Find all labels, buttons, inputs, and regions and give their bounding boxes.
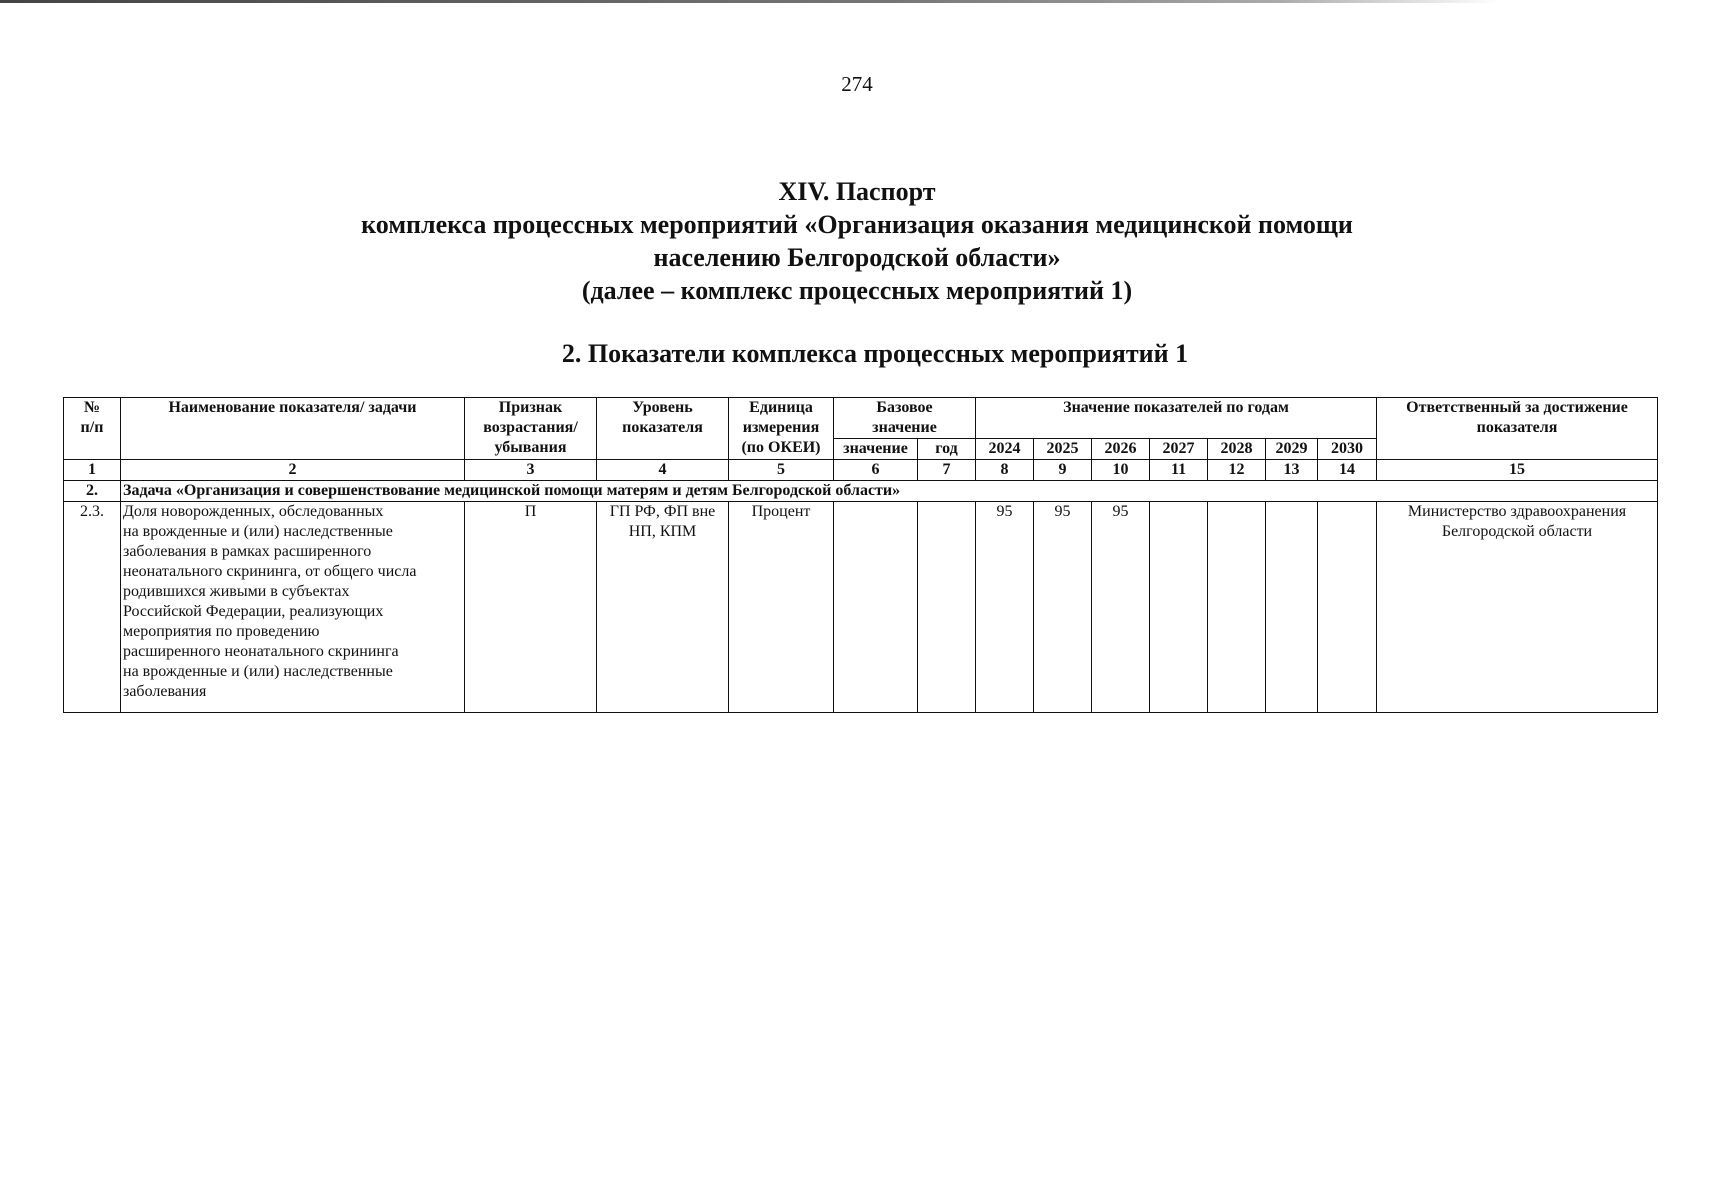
task-text: Задача «Организация и совершенствование медицинской помощи матерям и детям Белгородской области» [121, 481, 1658, 502]
column-number: 13 [1266, 460, 1318, 481]
scan-edge-line [0, 0, 1500, 3]
column-number: 4 [597, 460, 729, 481]
column-number: 5 [729, 460, 834, 481]
indicator-level: ГП РФ, ФП вне НП, КПМ [597, 502, 729, 713]
value-2028 [1208, 502, 1266, 713]
responsible-body: Министерство здравоохранения Белгородской области [1377, 502, 1658, 713]
column-number: 12 [1208, 460, 1266, 481]
header-year-2027: 2027 [1150, 439, 1208, 460]
column-number: 8 [976, 460, 1034, 481]
column-number: 6 [834, 460, 918, 481]
column-number: 11 [1150, 460, 1208, 481]
task-row [64, 481, 1658, 502]
header-name: Наименование показателя/ задачи [121, 398, 465, 460]
column-number-row [64, 460, 1658, 481]
header-year-2029: 2029 [1266, 439, 1318, 460]
header-number: № п/п [64, 398, 121, 460]
indicators-table [63, 397, 1658, 713]
column-number: 1 [64, 460, 121, 481]
header-row-1 [64, 398, 1658, 439]
header-year-2030: 2030 [1318, 439, 1377, 460]
row-number: 2.3. [64, 502, 121, 713]
column-number: 3 [465, 460, 597, 481]
title-line-1: XIV. Паспорт [778, 177, 936, 206]
task-number: 2. [64, 481, 121, 502]
header-year-2026: 2026 [1092, 439, 1150, 460]
header-sign: Признак возрастания/ убывания [465, 398, 597, 460]
header-responsible: Ответственный за достижение показателя [1377, 398, 1658, 460]
value-2026: 95 [1092, 502, 1150, 713]
column-number: 7 [918, 460, 976, 481]
column-number: 10 [1092, 460, 1150, 481]
column-number: 14 [1318, 460, 1377, 481]
value-2030 [1318, 502, 1377, 713]
indicator-sign: П [465, 502, 597, 713]
value-2029 [1266, 502, 1318, 713]
indicator-unit: Процент [729, 502, 834, 713]
header-year-2028: 2028 [1208, 439, 1266, 460]
column-number: 2 [121, 460, 465, 481]
title-line-4: (далее – комплекс процессных мероприятий 1) [581, 276, 1133, 305]
section-title: 2. Показатели комплекса процессных мероприятий 1 [561, 339, 1189, 368]
value-2027 [1150, 502, 1208, 713]
title-line-2: комплекса процессных мероприятий «Организация оказания медицинской помощи [361, 210, 1353, 239]
header-level: Уровень показателя [597, 398, 729, 460]
header-unit: Единица измерения (по ОКЕИ) [729, 398, 834, 460]
header-years-group: Значение показателей по годам [976, 398, 1377, 439]
indicator-name: Доля новорожденных, обследованных на врожденные и (или) наследственные заболевания в рамках расширенного неонатального скрининга, от общего числа родившихся живыми в субъектах Российской Федерации, реализующих мероприятия по проведению расширенного неонатального скрининга на врожденные и (или) наследственные заболевания [121, 502, 465, 713]
column-number: 15 [1377, 460, 1658, 481]
header-year-2024: 2024 [976, 439, 1034, 460]
page-number: 274 [841, 72, 873, 96]
value-2024: 95 [976, 502, 1034, 713]
header-base: Базовое значение [834, 398, 976, 439]
document-title [0, 175, 1714, 307]
header-year-2025: 2025 [1034, 439, 1092, 460]
header-base-value: значение [834, 439, 918, 460]
table-row [64, 502, 1658, 713]
base-value [834, 502, 918, 713]
title-line-3: населению Белгородской области» [653, 243, 1061, 272]
value-2025: 95 [1034, 502, 1092, 713]
header-base-year: год [918, 439, 976, 460]
column-number: 9 [1034, 460, 1092, 481]
base-year [918, 502, 976, 713]
